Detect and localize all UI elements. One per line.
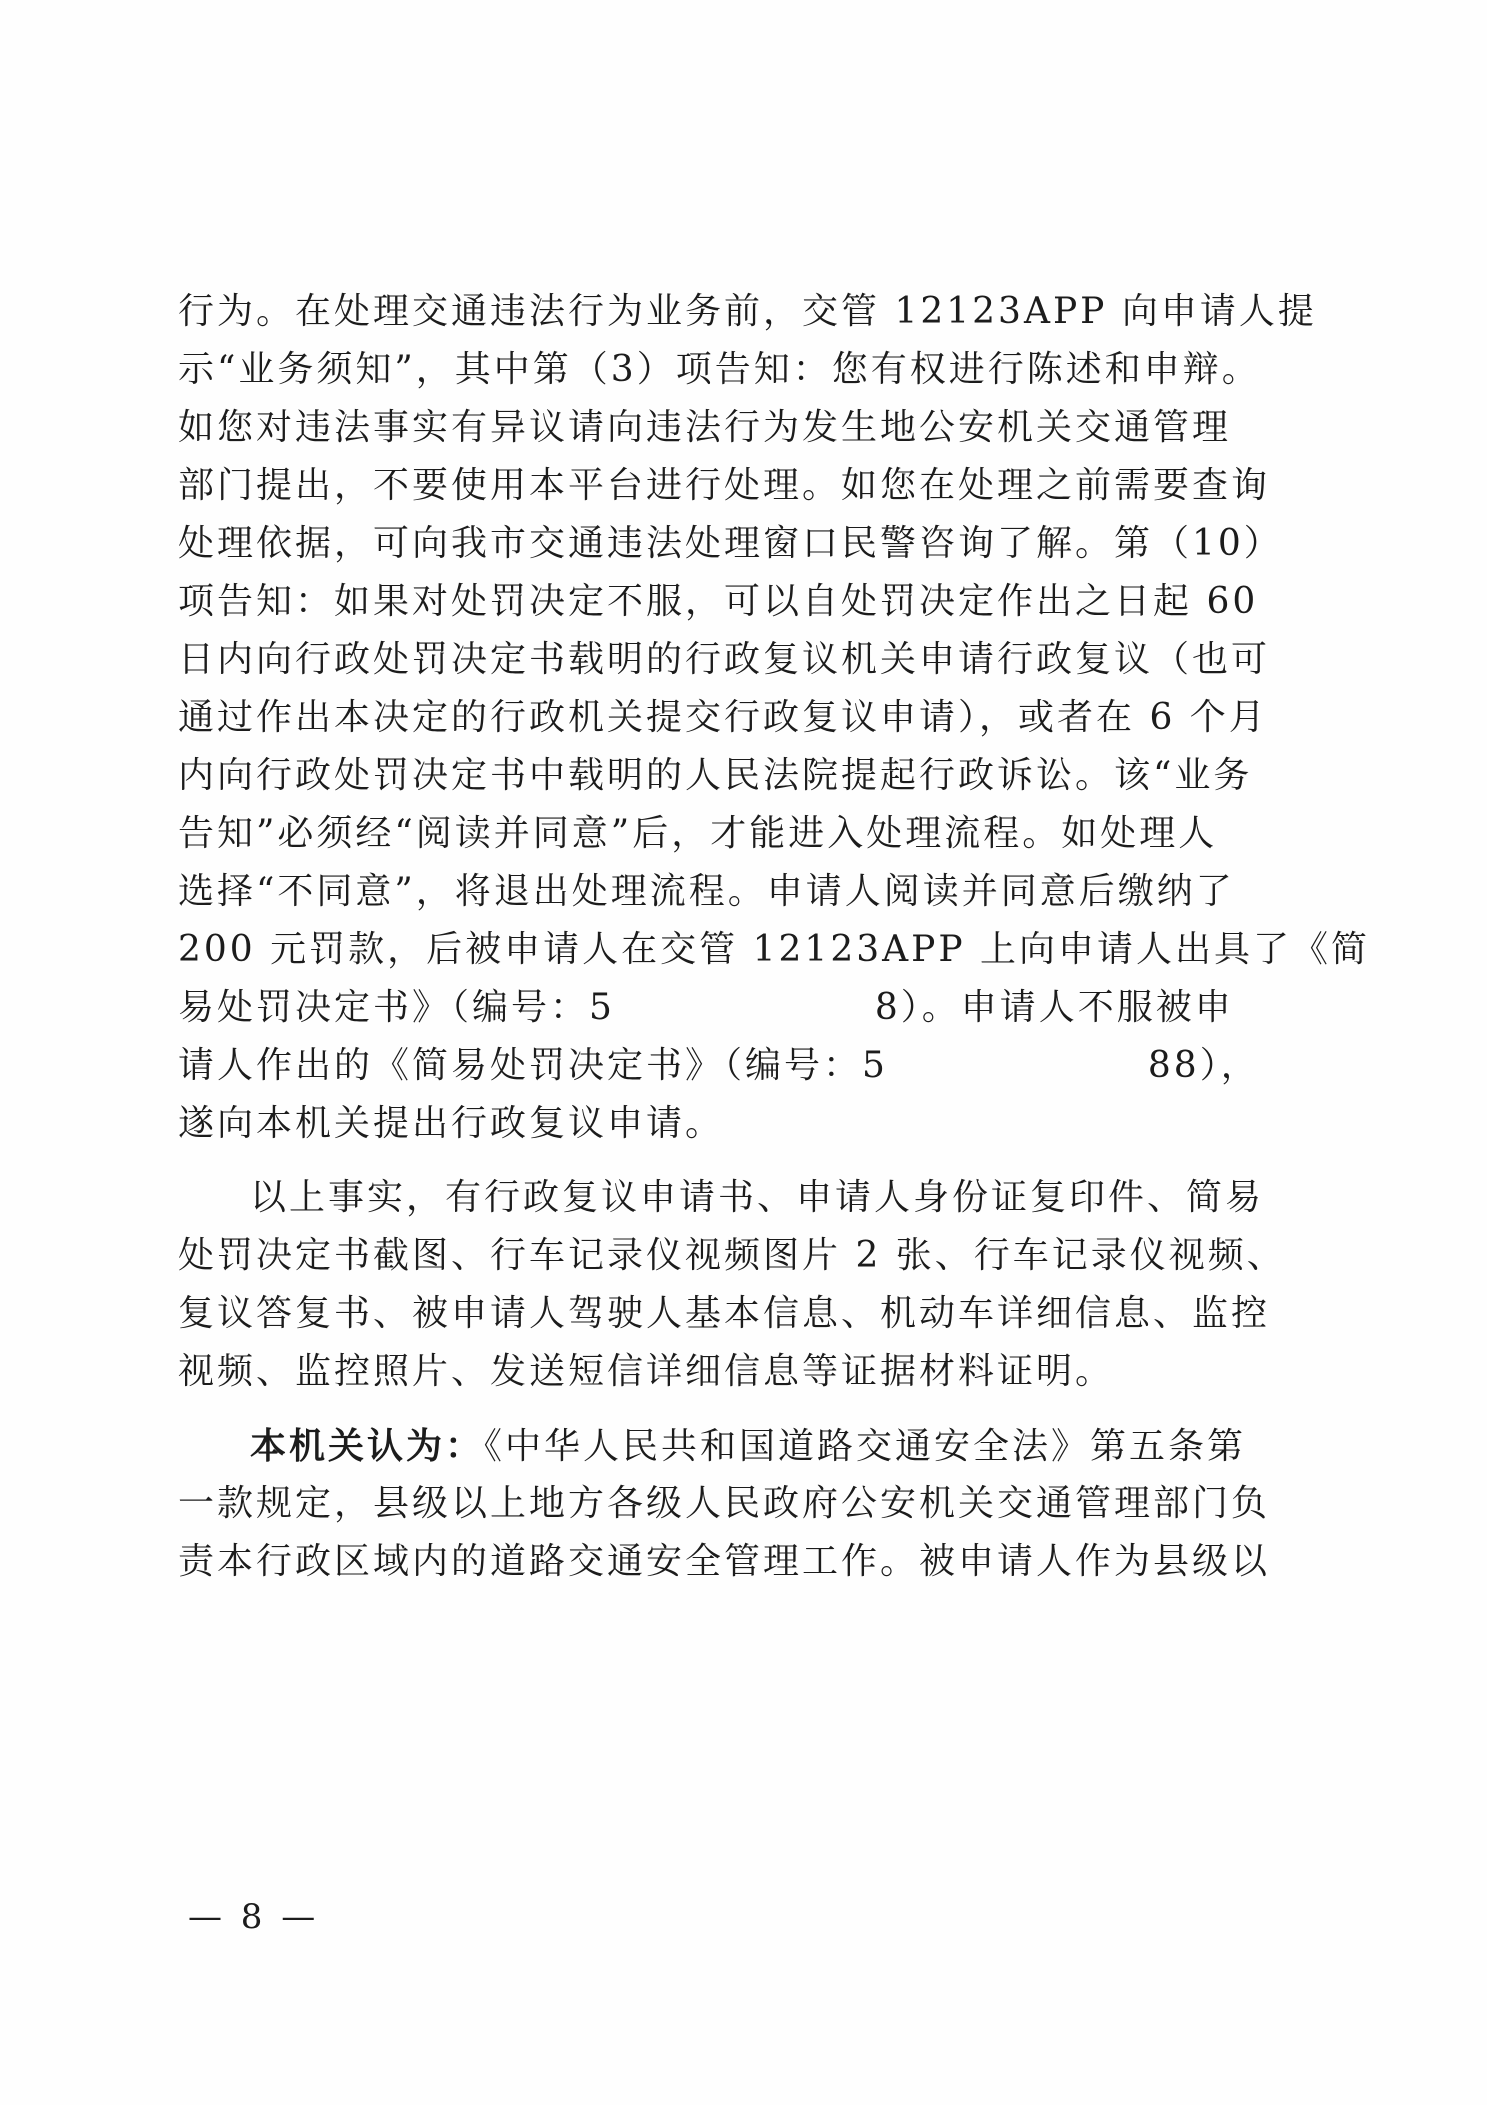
text-line: 选择“不同意”，将退出处理流程。申请人阅读并同意后缴纳了 (178, 871, 1235, 912)
text-line: 《中华人民共和国道路交通安全法》第五条第 (484, 1426, 1247, 1467)
text-line: 项告知：如果对处罚决定不服，可以自处罚决定作出之日起 60 (178, 581, 1259, 622)
text-line: 请人作出的《简易处罚决定书》（编号：5 88）， (178, 1045, 1260, 1086)
text-line: 处理依据，可向我市交通违法处理窗口民警咨询了解。第（10） (178, 523, 1283, 564)
text-line: 如您对违法事实有异议请向违法行为发生地公安机关交通管理 (178, 407, 1232, 448)
text-line: 一款规定，县级以上地方各级人民政府公安机关交通管理部门负 (178, 1483, 1271, 1524)
text-line: 内向行政处罚决定书中载明的人民法院提起行政诉讼。该“业务 (178, 755, 1253, 796)
conclusion-heading: 本机关认为： (250, 1425, 485, 1467)
text-line: 复议答复书、被申请人驾驶人基本信息、机动车详细信息、监控 (178, 1293, 1271, 1334)
text-line: 示“业务须知”，其中第（3）项告知：您有权进行陈述和申辩。 (178, 349, 1261, 390)
text-line: 视频、监控照片、发送短信详细信息等证据材料证明。 (178, 1351, 1115, 1392)
page-number: — 8 — (188, 1897, 320, 1937)
text-line: 告知”必须经“阅读并同意”后，才能进入处理流程。如处理人 (178, 813, 1218, 854)
text-line: 行为。在处理交通违法行为业务前，交管 12123APP 向申请人提 (178, 291, 1317, 332)
text-line: 责本行政区域内的道路交通安全管理工作。被申请人作为县级以 (178, 1541, 1271, 1582)
text-line: 遂向本机关提出行政复议申请。 (178, 1103, 725, 1144)
text-line: 易处罚决定书》（编号：5 8）。申请人不服被申 (178, 987, 1234, 1028)
text-line: 200 元罚款，后被申请人在交管 12123APP 上向申请人出具了《简 (178, 929, 1371, 970)
text-line: 通过作出本决定的行政机关提交行政复议申请），或者在 6 个月 (178, 697, 1268, 738)
conclusion-first-line (250, 1416, 1246, 1476)
text-line: 处罚决定书截图、行车记录仪视频图片 2 张、行车记录仪视频、 (178, 1235, 1286, 1276)
text-line: 以上事实，有行政复议申请书、申请人身份证复印件、简易 (250, 1177, 1265, 1218)
text-line: 部门提出，不要使用本平台进行处理。如您在处理之前需要查询 (178, 465, 1271, 506)
text-line: 日内向行政处罚决定书载明的行政复议机关申请行政复议（也可 (178, 639, 1271, 680)
